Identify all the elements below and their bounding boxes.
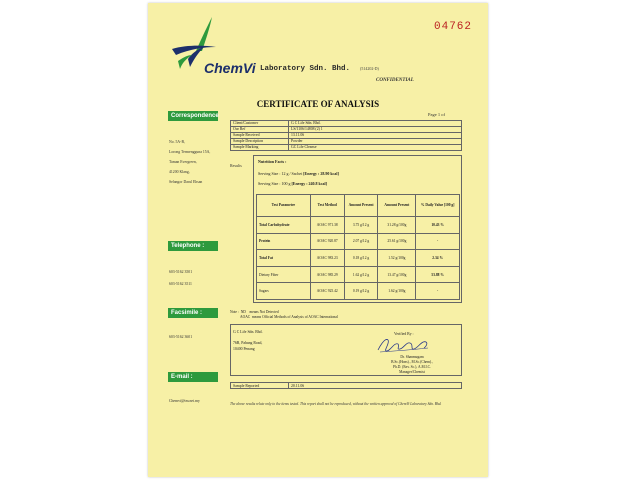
info-key: Sample Received: [231, 133, 289, 139]
column-header: Amount Present: [344, 195, 378, 217]
info-value: Powder: [289, 139, 462, 145]
address-line: Lorong Termengguna 15A,: [169, 150, 211, 154]
note-abbr: ND: [240, 310, 246, 314]
signer-line: B.Sc.(Hons)., M.Sc.(Chem).,: [391, 360, 433, 364]
serving-size-text: Serving Size : 100 g: [258, 181, 291, 186]
email-address: Chemvi@tm.net.my: [169, 399, 200, 403]
table-header-row: [257, 195, 460, 217]
results-label: Results: [230, 163, 242, 168]
table-row: [257, 233, 460, 250]
address-line: G C Life Sdn. Bhd.: [233, 330, 263, 334]
test-parameter: Total Fat: [257, 250, 311, 267]
note-label: Note: [230, 310, 237, 314]
info-value: LS/1106/14808 (2) 1: [289, 127, 462, 133]
column-header: Test Method: [310, 195, 344, 217]
address-line: No. 5A-B,: [169, 140, 185, 144]
phone-number: 603-5162 3501: [169, 270, 193, 274]
correspondence-header: Correspondence: [168, 111, 218, 121]
table-row: [231, 383, 462, 389]
info-key: Client/Customer: [231, 121, 289, 127]
confidential-label: CONFIDENTIAL: [376, 78, 414, 83]
page-number: Page 1 of: [428, 112, 445, 117]
amount-per-100g: 1.62 g/100g: [378, 283, 416, 300]
test-parameter: Sugars: [257, 283, 311, 300]
company-name: Laboratory Sdn. Bhd.: [260, 65, 351, 73]
daily-value: -: [416, 283, 460, 300]
table-row: [257, 266, 460, 283]
telephone-header: Telephone :: [168, 241, 218, 251]
email-header: E-mail :: [168, 372, 218, 382]
test-parameter: Dietary Fiber: [257, 266, 311, 283]
amount-per-100g: 1.52 g/100g: [378, 250, 416, 267]
reported-value: 20.11.06: [289, 383, 462, 389]
daily-value: 10.43 %: [416, 217, 460, 234]
column-header: % Daily Value [100 g]: [416, 195, 460, 217]
address-line: Selangor Darul Ehsan: [169, 180, 203, 184]
signer-line: Dr. Shanmugam: [400, 355, 424, 359]
test-method: AOAC 971.38: [310, 217, 344, 234]
info-key: Sample Description: [231, 139, 289, 145]
serving-size-text: Serving Size : 12 g / Sachet: [258, 171, 303, 176]
daily-value: 53.88 %: [416, 266, 460, 283]
amount-per-serving: 0.18 g/12 g: [344, 250, 378, 267]
registration-number: (514202-D): [360, 66, 379, 71]
serving-energy: [Energy : 240.8 kcal]: [291, 181, 328, 186]
note-abbr: AOAC: [240, 315, 251, 319]
info-value: GC Life Cleanse: [289, 145, 462, 151]
table-row: [231, 145, 462, 151]
amount-per-serving: 3.75 g/12 g: [344, 217, 378, 234]
serving-energy: [Energy : 28.90 kcal]: [303, 171, 339, 176]
sample-reported-table: [230, 382, 462, 389]
table-row: [257, 250, 460, 267]
serial-number: 04762: [434, 21, 473, 33]
signer-line: Manager/Chemist: [399, 370, 425, 374]
document-title: CERTIFICATE OF ANALYSIS: [256, 99, 380, 109]
info-value: 13.11.06: [289, 133, 462, 139]
note-text: means Not Detected: [249, 310, 279, 314]
test-parameter: Protein: [257, 233, 311, 250]
amount-per-100g: 13.47 g/100g: [378, 266, 416, 283]
verified-by-label: Verified By :: [394, 332, 414, 336]
telephone-numbers: [169, 267, 192, 289]
address-line: 76B, Pahang Road,: [233, 341, 263, 345]
info-key: Sample Marking: [231, 145, 289, 151]
amount-per-100g: 25.61 g/100g: [378, 233, 416, 250]
fax-number: 603-5162 3601: [169, 335, 193, 339]
serving-size-100g: [258, 181, 327, 186]
correspondence-address: [169, 137, 210, 187]
handwritten-signature: [370, 334, 438, 356]
test-method: AOAC 920.87: [310, 233, 344, 250]
reported-key: Sample Reported: [231, 383, 289, 389]
test-method: AOAC 983.23: [310, 250, 344, 267]
column-header: Amount Present: [378, 195, 416, 217]
note-block: Note : ND means Not Detected AOAC means Official Methods of Analysis of AOAC International: [230, 310, 338, 319]
note-text: means Official Methods of Analysis of AOAC International: [251, 315, 338, 319]
serving-size-sachet: [258, 171, 339, 176]
test-method: AOAC 925.42: [310, 283, 344, 300]
brand-name: ChemVi: [204, 60, 256, 76]
address-line: Taman Evergreen,: [169, 160, 197, 164]
sample-info-table: [230, 120, 462, 151]
column-header: Test Parameter: [257, 195, 311, 217]
amount-per-serving: 0.19 g/12 g: [344, 283, 378, 300]
address-line: 10400 Penang: [233, 346, 255, 351]
nutrition-table: [256, 194, 460, 300]
client-address: [233, 330, 263, 352]
daily-value: 2.34 %: [416, 250, 460, 267]
signer-line: Ph.D. (Env. Sc.), A.M.I.C.: [393, 365, 431, 369]
table-row: [257, 217, 460, 234]
test-parameter: Total Carbohydrate: [257, 217, 311, 234]
table-row: [257, 283, 460, 300]
test-method: AOAC 985.29: [310, 266, 344, 283]
info-key: Our Ref: [231, 127, 289, 133]
nutrition-facts-title: Nutrition Facts :: [258, 159, 287, 164]
daily-value: -: [416, 233, 460, 250]
signer-details: [377, 355, 447, 375]
info-value: G C Life Sdn. Bhd.: [289, 121, 462, 127]
amount-per-serving: 2.07 g/12 g: [344, 233, 378, 250]
amount-per-100g: 31.28 g/100g: [378, 217, 416, 234]
phone-number: 603-5162 3511: [169, 282, 192, 286]
facsimile-header: Facsimile :: [168, 308, 218, 318]
certificate-page: [148, 3, 488, 477]
amount-per-serving: 1.62 g/12 g: [344, 266, 378, 283]
address-line: 41200 Klang,: [169, 170, 190, 174]
disclaimer-text: The above results relate only to the items tested. This report shall not be reproduced, without the written approval of ChemVi Laboratory Sdn. Bhd.: [230, 402, 442, 406]
